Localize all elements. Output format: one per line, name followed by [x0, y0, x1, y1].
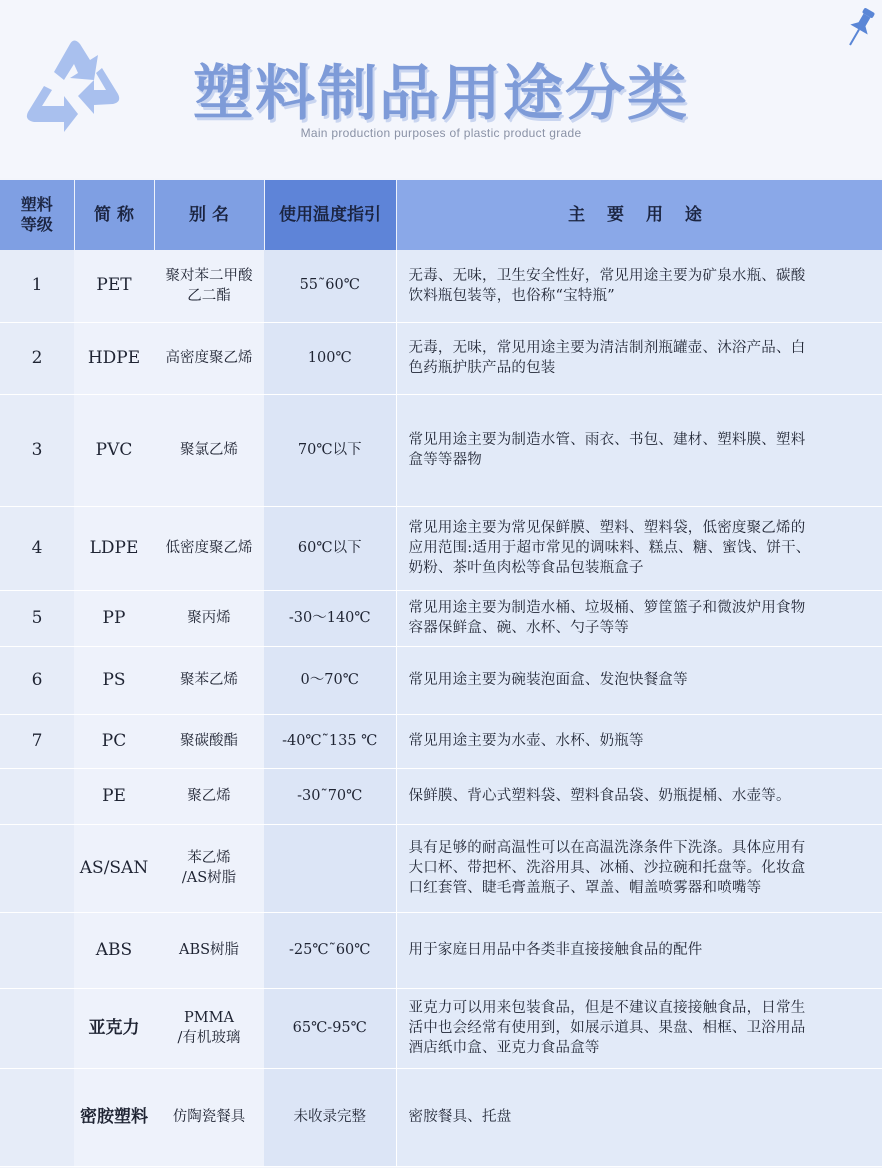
grade-cell	[0, 988, 74, 1068]
use-cell: 常见用途主要为制造水管、雨衣、书包、建材、塑料膜、塑料 盒等等器物	[396, 394, 882, 506]
grade-cell: 5	[0, 590, 74, 646]
use-cell: 亚克力可以用来包装食品，但是不建议直接接触食品，日常生 活中也会经常有使用到，如展示道具、果盘、相框、卫浴用品 酒店纸巾盒、亚克力食品盒等	[396, 988, 882, 1068]
use-cell: 无毒，无味，常见用途主要为清洁制剂瓶罐壶、沐浴产品、白 色药瓶护肤产品的包装	[396, 322, 882, 394]
header-grade: 塑料 等级	[0, 180, 74, 250]
table-row	[0, 250, 882, 322]
temp-cell: -25℃˜60℃	[264, 912, 396, 988]
use-cell: 常见用途主要为碗装泡面盒、发泡快餐盒等	[396, 646, 882, 714]
abbr-cell: HDPE	[74, 322, 154, 394]
use-cell: 常见用途主要为制造水桶、垃圾桶、箩筐篮子和微波炉用食物 容器保鲜盒、碗、水杯、勺子等等	[396, 590, 882, 646]
header	[0, 0, 882, 178]
grade-cell	[0, 912, 74, 988]
alias-cell: 仿陶瓷餐具	[154, 1068, 264, 1166]
pushpin-icon	[846, 6, 876, 54]
header-alias: 别 名	[154, 180, 264, 250]
page-subtitle: Main production purposes of plastic product grade	[300, 126, 582, 140]
alias-cell: ABS树脂	[154, 912, 264, 988]
abbr-cell: PS	[74, 646, 154, 714]
grade-table	[0, 180, 882, 1168]
temp-cell	[264, 824, 396, 912]
abbr-cell: PC	[74, 714, 154, 768]
temp-cell: 0～70℃	[264, 646, 396, 714]
temp-cell: 70℃以下	[264, 394, 396, 506]
header-temp: 使用温度指引	[264, 180, 396, 250]
grade-cell	[0, 768, 74, 824]
abbr-cell: AS/SAN	[74, 824, 154, 912]
alias-cell: 高密度聚乙烯	[154, 322, 264, 394]
alias-cell: 低密度聚乙烯	[154, 506, 264, 590]
header-use: 主 要 用 途	[396, 180, 882, 250]
temp-cell: 60℃以下	[264, 506, 396, 590]
temp-cell: 65℃-95℃	[264, 988, 396, 1068]
alias-cell: 聚苯乙烯	[154, 646, 264, 714]
abbr-cell: ABS	[74, 912, 154, 988]
table-row	[0, 322, 882, 394]
alias-cell: 苯乙烯 /AS树脂	[154, 824, 264, 912]
temp-cell: 55˜60℃	[264, 250, 396, 322]
abbr-cell: PP	[74, 590, 154, 646]
grade-cell	[0, 824, 74, 912]
page-title: 塑料制品用途分类	[193, 59, 689, 129]
table-row	[0, 912, 882, 988]
header-abbr: 简 称	[74, 180, 154, 250]
grade-cell: 7	[0, 714, 74, 768]
temp-cell: 未收录完整	[264, 1068, 396, 1166]
abbr-cell: PE	[74, 768, 154, 824]
use-cell: 保鲜膜、背心式塑料袋、塑料食品袋、奶瓶提桶、水壶等。	[396, 768, 882, 824]
abbr-cell: PVC	[74, 394, 154, 506]
grade-cell: 6	[0, 646, 74, 714]
grade-cell: 2	[0, 322, 74, 394]
alias-cell: 聚对苯二甲酸 乙二酯	[154, 250, 264, 322]
table-row	[0, 988, 882, 1068]
temp-cell: 100℃	[264, 322, 396, 394]
table-row	[0, 1068, 882, 1166]
grade-cell: 4	[0, 506, 74, 590]
use-cell: 常见用途主要为常见保鲜膜、塑料、塑料袋，低密度聚乙烯的 应用范围:适用于超市常见的调味料、糕点、糖、蜜饯、饼干、 奶粉、茶叶鱼肉松等食品包装瓶盒子	[396, 506, 882, 590]
table-row	[0, 506, 882, 590]
grade-cell	[0, 1068, 74, 1166]
table-row	[0, 590, 882, 646]
temp-cell: -30˜70℃	[264, 768, 396, 824]
use-cell: 无毒、无味，卫生安全性好，常见用途主要为矿泉水瓶、碳酸 饮料瓶包装等，也俗称“宝特瓶”	[396, 250, 882, 322]
table-row	[0, 714, 882, 768]
alias-cell: 聚氯乙烯	[154, 394, 264, 506]
abbr-cell: 密胺塑料	[74, 1068, 154, 1166]
use-cell: 常见用途主要为水壶、水杯、奶瓶等	[396, 714, 882, 768]
table-row	[0, 394, 882, 506]
table-row	[0, 646, 882, 714]
abbr-cell: 亚克力	[74, 988, 154, 1068]
abbr-cell: LDPE	[74, 506, 154, 590]
temp-cell: -40℃˜135 ℃	[264, 714, 396, 768]
use-cell: 用于家庭日用品中各类非直接接触食品的配件	[396, 912, 882, 988]
alias-cell: 聚乙烯	[154, 768, 264, 824]
use-cell: 密胺餐具、托盘	[396, 1068, 882, 1166]
table-row	[0, 768, 882, 824]
grade-cell: 1	[0, 250, 74, 322]
grade-cell: 3	[0, 394, 74, 506]
table-header-row	[0, 180, 882, 250]
alias-cell: 聚碳酸酯	[154, 714, 264, 768]
abbr-cell: PET	[74, 250, 154, 322]
temp-cell: -30～140℃	[264, 590, 396, 646]
alias-cell: PMMA /有机玻璃	[154, 988, 264, 1068]
alias-cell: 聚丙烯	[154, 590, 264, 646]
table-row	[0, 824, 882, 912]
use-cell: 具有足够的耐高温性可以在高温洗涤条件下洗涤。具体应用有 大口杯、带把杯、洗浴用具、冰桶、沙拉碗和托盘等。化妆盒 口红套管、睫毛膏盖瓶子、罩盖、帽盖喷雾器和喷嘴等	[396, 824, 882, 912]
